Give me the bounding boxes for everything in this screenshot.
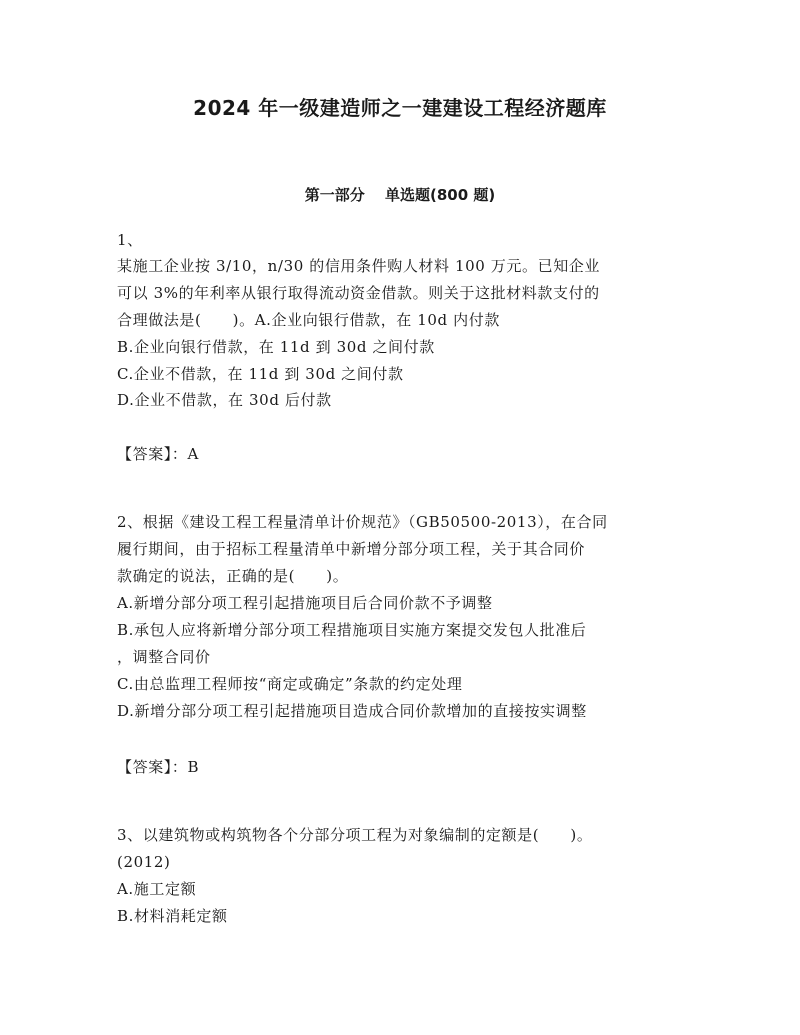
document-title: 2024 年一级建造师之一建建设工程经济题库 [193, 96, 607, 120]
question-3-option-b: B.材料消耗定额 [117, 907, 228, 925]
question-2-answer: 【答案】：B [117, 758, 200, 776]
question-1-option-d: D.企业不借款，在 30d 后付款 [117, 391, 332, 409]
question-2-stem-line: 款确定的说法，正确的是( )。 [117, 567, 349, 585]
question-2-option-a: A.新增分部分项工程引起措施项目后合同价款不予调整 [117, 594, 493, 612]
question-1-answer: 【答案】：A [117, 445, 199, 463]
question-2-stem-line: 2、根据《建设工程工程量清单计价规范》（GB50500-2013），在合同 [117, 513, 608, 531]
question-2-option-d: D.新增分部分项工程引起措施项目造成合同价款增加的直接按实调整 [117, 702, 587, 720]
question-1-stem-line: 可以 3%的年利率从银行取得流动资金借款。则关于这批材料款支付的 [117, 284, 600, 302]
question-2-option-b: B.承包人应将新增分部分项工程措施项目实施方案提交发包人批准后 [117, 621, 587, 639]
question-2-option-b-cont: ，调整合同价 [117, 648, 211, 666]
question-1-option-c: C.企业不借款，在 11d 到 30d 之间付款 [117, 365, 404, 383]
question-1-option-b: B.企业向银行借款，在 11d 到 30d 之间付款 [117, 338, 435, 356]
question-2-stem-line: 履行期间，由于招标工程量清单中新增分部分项工程，关于其合同价 [117, 540, 586, 558]
section-title: 第一部分 单选题(800 题) [304, 186, 496, 204]
question-1-number: 1、 [117, 231, 143, 249]
question-3-option-a: A.施工定额 [117, 880, 197, 898]
question-2-option-c: C.由总监理工程师按“商定或确定”条款的约定处理 [117, 675, 463, 693]
question-1-stem-line: 某施工企业按 3/10，n/30 的信用条件购人材料 100 万元。已知企业 [117, 257, 600, 275]
question-1-stem-line: 合理做法是( )。A.企业向银行借款，在 10d 内付款 [117, 311, 500, 329]
question-3-stem-line: (2012) [117, 853, 171, 871]
question-3-stem-line: 3、以建筑物或构筑物各个分部分项工程为对象编制的定额是( )。 [117, 826, 593, 844]
